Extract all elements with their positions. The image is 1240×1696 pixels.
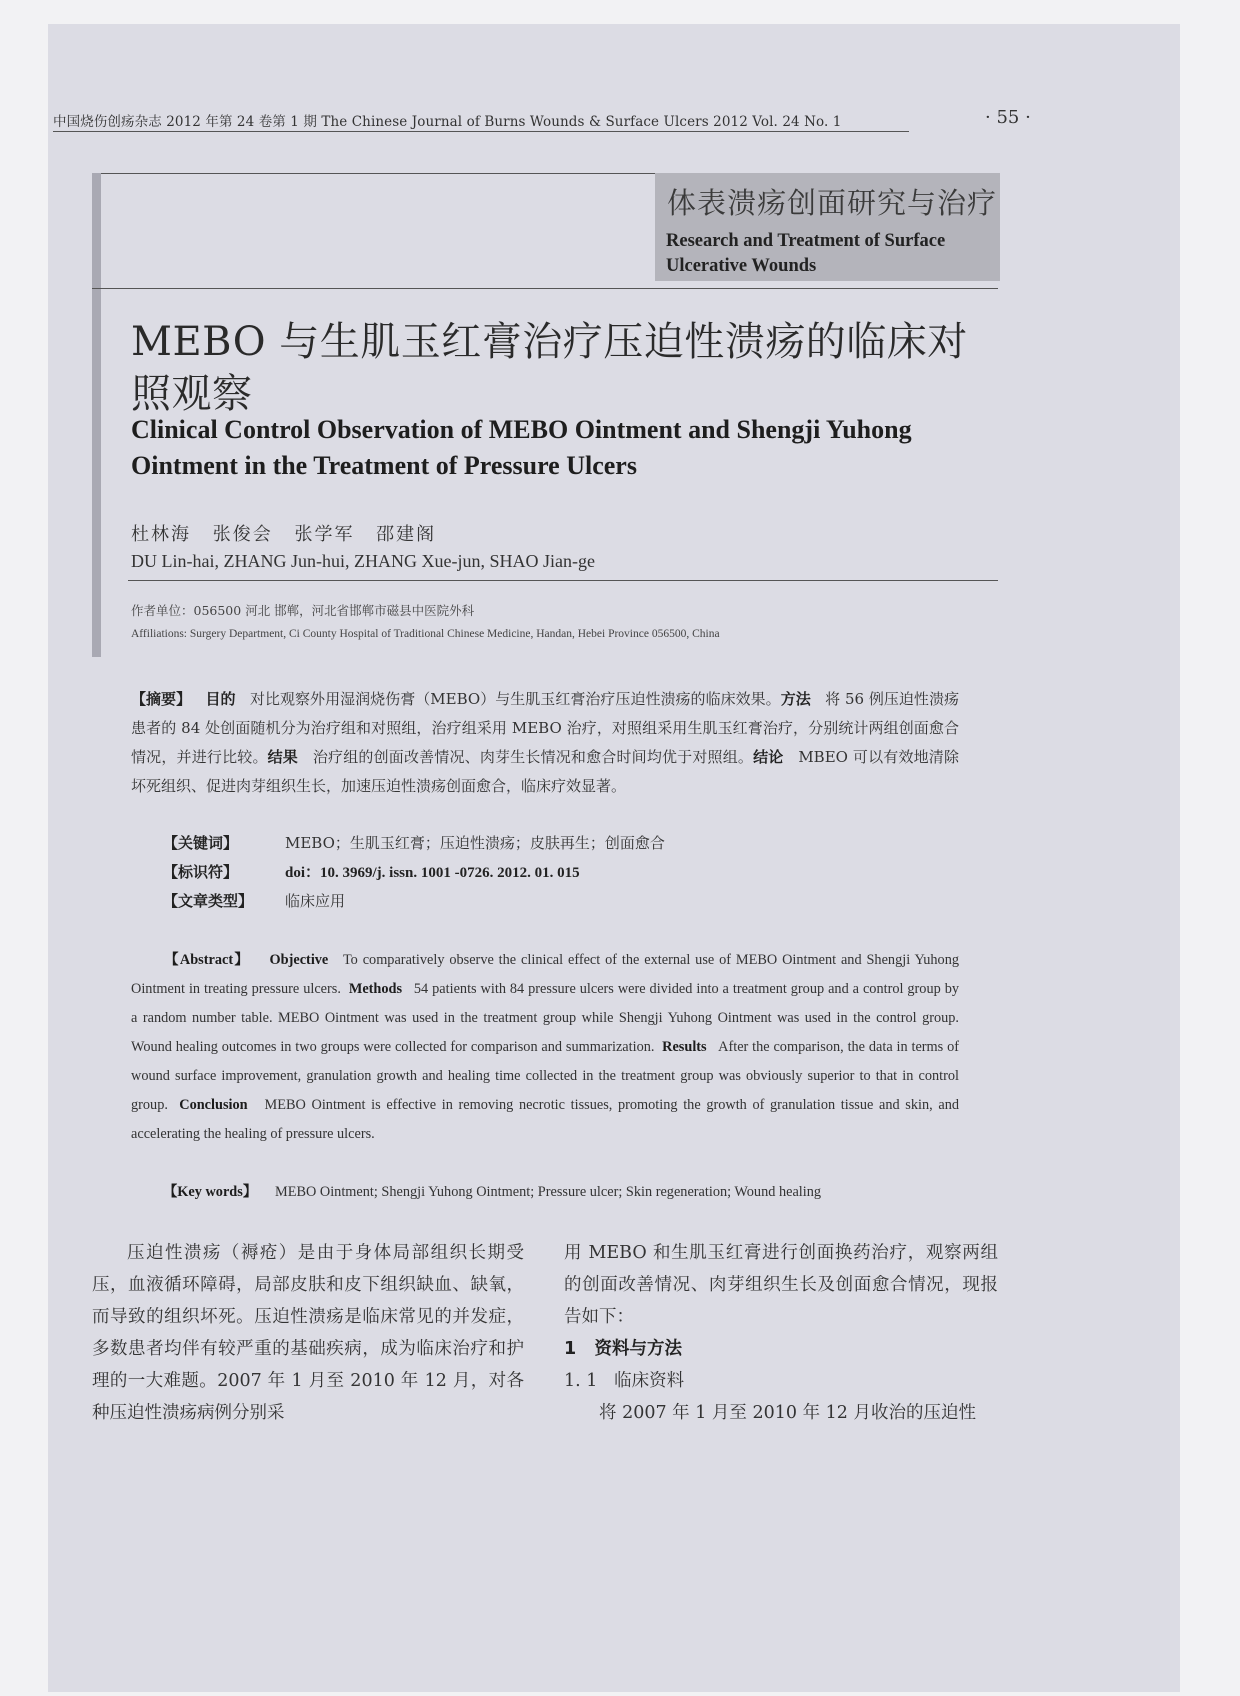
body-left-paragraph: 压迫性溃疡（褥疮）是由于身体局部组织长期受压，血液循环障碍，局部皮肤和皮下组织缺血、缺氧，而导致的组织坏死。压迫性溃疡是临床常见的并发症，多数患者均伴有较严重的基础疾病，成为临床治疗和护理的一大难题。2007 年 1 月至 2010 年 12 月，对各种压迫性溃疡病例分别采 [92, 1243, 524, 1423]
article-title-cn: MEBO 与生肌玉红膏治疗压迫性溃疡的临床对照观察 [131, 319, 968, 417]
identifier [163, 861, 580, 882]
keywords-en [163, 1181, 821, 1201]
keywords-en-label: 【Key words】 [163, 1184, 258, 1200]
abstract-en-label: 【Abstract】 [163, 952, 251, 968]
keywords-cn-value: MEBO；生肌玉红膏；压迫性溃疡；皮肤再生；创面愈合 [285, 834, 665, 852]
abstract-cn [131, 685, 959, 801]
page-number: · 55 · [985, 107, 1031, 128]
column-title-en-line2: Ulcerative Wounds [666, 256, 817, 276]
affiliation-cn: 作者单位：056500 河北 邯郸，河北省邯郸市磁县中医院外科 [131, 603, 475, 618]
body-left-column [92, 1237, 524, 1429]
article-title-en: Clinical Control Observation of MEBO Ointment and Shengji Yuhong Ointment in the Treatment of Pressure Ulcers [131, 415, 912, 480]
column-title-cn: 体表溃疡创面研究与治疗 [667, 186, 998, 220]
section-heading-1: 1 资料与方法 [564, 1339, 682, 1359]
abstract-cn-label: 【摘要】 [131, 690, 192, 708]
article-type [163, 890, 345, 911]
article-type-value: 临床应用 [285, 892, 346, 910]
body-right-paragraph: 用 MEBO 和生肌玉红膏进行创面换药治疗，观察两组的创面改善情况、肉芽组织生长及创面愈合情况，现报告如下： [564, 1243, 998, 1327]
authors-cn: 杜林海 张俊会 张学军 邵建阁 [131, 524, 437, 545]
objective-label-en: Objective [269, 952, 329, 968]
methods-text-en: 54 patients with 84 pressure ulcers were divided into a treatment group and a control group by a random number table. MEBO Ointment was used in the treatment group while Shengji Yuhong Ointment was used in the control group. Wound healing outcomes in two groups were collected for comparison and summarization. [131, 981, 959, 1055]
methods-text-cn: 将 56 例压迫性溃疡患者的 84 处创面随机分为治疗组和对照组，治疗组采用 MEBO 治疗，对照组采用生肌玉红膏治疗，分别统计两组创面愈合情况，并进行比较。 [131, 690, 959, 766]
conclusion-label-en: Conclusion [179, 1097, 248, 1113]
results-text-en: After the comparison, the data in terms of wound surface improvement, granulation growth and healing time collected in the treatment group was obviously superior to that in control group. [131, 1039, 959, 1113]
keywords-cn [163, 832, 665, 853]
objective-text-en: To comparatively observe the clinical effect of the external use of MEBO Ointment and Shengji Yuhong Ointment in treating pressure ulcers. [131, 952, 959, 997]
results-text-cn: 治疗组的创面改善情况、肉芽生长情况和愈合时间均优于对照组。 [312, 748, 754, 766]
results-label-en: Results [662, 1039, 707, 1055]
conclusion-text-cn: MBEO 可以有效地清除坏死组织、促进肉芽组织生长，加速压迫性溃疡创面愈合，临床疗效显著。 [131, 748, 959, 795]
section-heading-1-1: 1. 1 临床资料 [564, 1371, 685, 1391]
journal-page [48, 24, 1180, 1692]
running-header: 中国烧伤创疡杂志 2012 年第 24 卷第 1 期 The Chinese Journal of Burns Wounds & Surface Ulcers 2012 Vol. 24 No. 1 [53, 110, 909, 132]
body-right-last-line: 将 2007 年 1 月至 2010 年 12 月收治的压迫性 [599, 1403, 976, 1423]
objective-text-cn: 对比观察外用湿润烧伤膏（MEBO）与生肌玉红膏治疗压迫性溃疡的临床效果。 [249, 690, 781, 708]
conclusion-text-en: MEBO Ointment is effective in removing necrotic tissues, promoting the growth of granulation tissue and skin, and accelerating the healing of pressure ulcers. [131, 1097, 959, 1142]
objective-label-cn: 目的 [205, 690, 236, 708]
column-title-en-line1: Research and Treatment of Surface [666, 231, 946, 251]
authors-rule [128, 580, 998, 581]
affiliation-en: Affiliations: Surgery Department, Ci County Hospital of Traditional Chinese Medicine, Handan, Hebei Province 056500, China [131, 628, 720, 640]
abstract-en [131, 946, 959, 1149]
conclusion-label-cn: 结论 [753, 748, 784, 766]
article-type-label: 【文章类型】 [163, 892, 254, 910]
keywords-cn-label: 【关键词】 [163, 834, 239, 852]
keywords-en-value: MEBO Ointment; Shengji Yuhong Ointment; Pressure ulcer; Skin regeneration; Wound healing [275, 1184, 822, 1200]
results-label-cn: 结果 [267, 748, 298, 766]
left-margin-bar [92, 173, 101, 657]
doi-value: doi：10. 3969/j. issn. 1001 -0726. 2012. 01. 015 [285, 865, 580, 881]
header-bottom-rule [92, 288, 998, 289]
identifier-label: 【标识符】 [163, 863, 239, 881]
methods-label-cn: 方法 [780, 690, 811, 708]
authors-en: DU Lin-hai, ZHANG Jun-hui, ZHANG Xue-jun, SHAO Jian-ge [131, 551, 595, 571]
methods-label-en: Methods [348, 981, 403, 997]
body-right-column [564, 1237, 998, 1429]
